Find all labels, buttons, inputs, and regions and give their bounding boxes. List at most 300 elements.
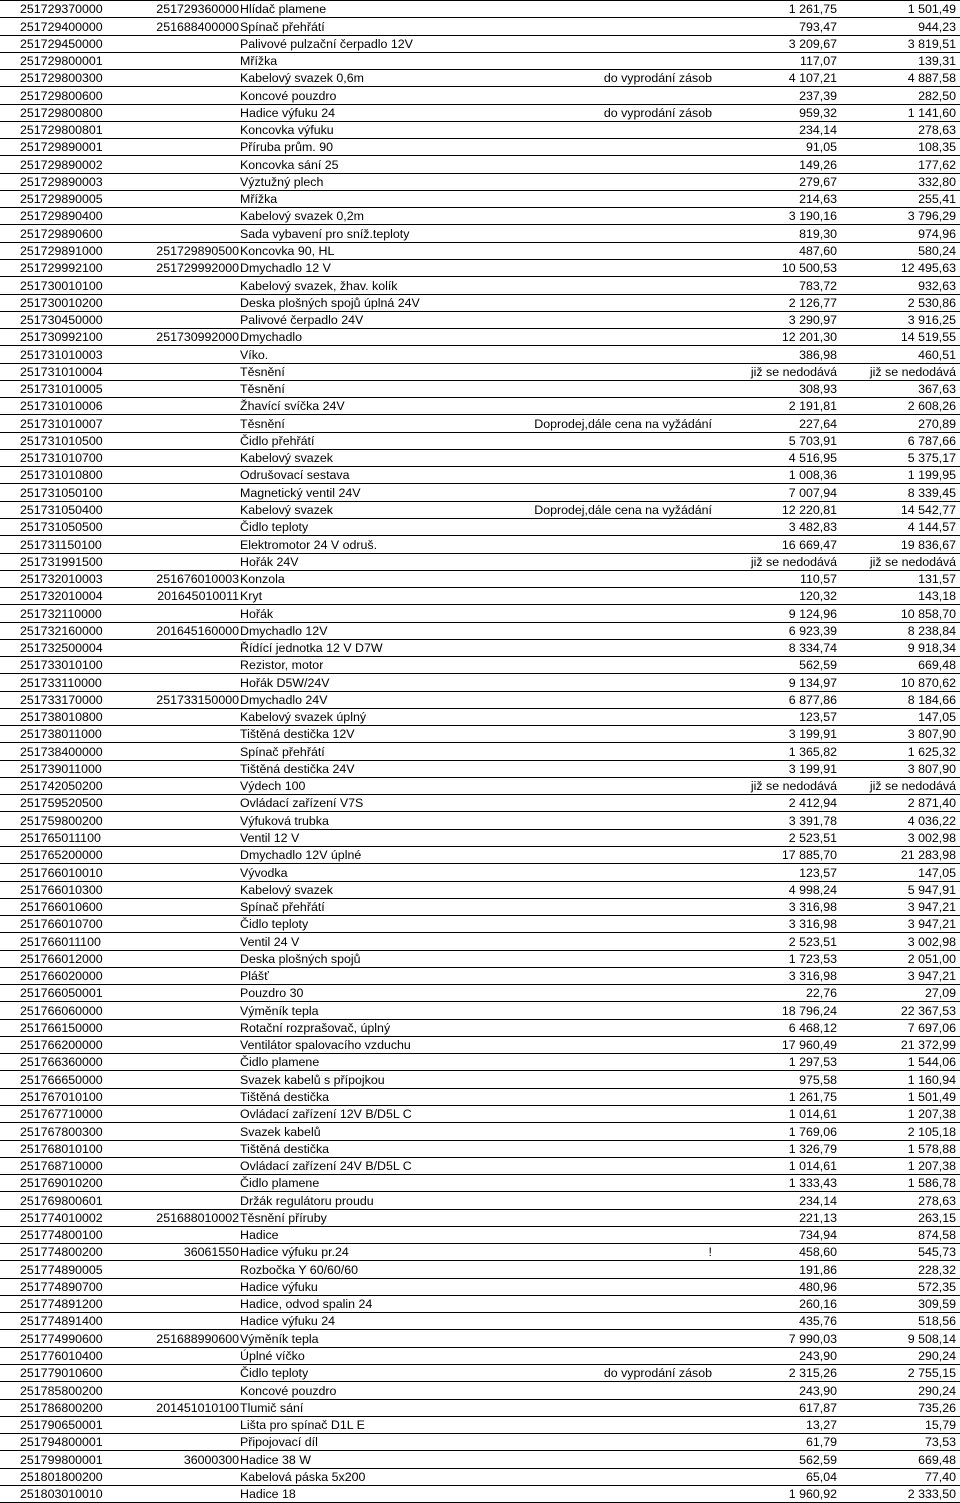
part-name-cell: Svazek kabelů — [239, 1123, 479, 1140]
part-number-cell: 251774890005 — [0, 1261, 150, 1278]
part-name-cell: Dmychadlo — [239, 329, 479, 346]
part-name-cell: Spínač přehřátí — [239, 898, 479, 915]
previous-number-cell — [150, 1036, 239, 1053]
previous-number-cell — [150, 432, 239, 449]
price-excl-vat-cell: 1 326,79 — [720, 1140, 840, 1157]
part-name-cell: Sada vybavení pro sníž.teploty — [239, 225, 479, 242]
previous-number-cell — [150, 208, 239, 225]
price-excl-vat-cell: 793,47 — [720, 18, 840, 35]
note-cell — [479, 432, 720, 449]
previous-number-cell — [150, 1226, 239, 1243]
previous-number-cell — [150, 225, 239, 242]
part-number-cell: 251767800300 — [0, 1123, 150, 1140]
price-incl-vat-cell: 2 871,40 — [840, 795, 960, 812]
previous-number-cell: 201645010011 — [150, 588, 239, 605]
note-cell — [479, 449, 720, 466]
price-excl-vat-cell: 435,76 — [720, 1313, 840, 1330]
note-cell — [479, 743, 720, 760]
price-excl-vat-cell: 17 885,70 — [720, 847, 840, 864]
note-cell — [479, 1019, 720, 1036]
note-cell — [479, 933, 720, 950]
price-excl-vat-cell: 1 261,75 — [720, 1, 840, 18]
part-name-cell: Výměník tepla — [239, 1330, 479, 1347]
part-name-cell: Pouzdro 30 — [239, 985, 479, 1002]
price-excl-vat-cell: 1 297,53 — [720, 1054, 840, 1071]
part-number-cell: 251733010100 — [0, 657, 150, 674]
table-row — [0, 208, 960, 225]
note-cell — [479, 277, 720, 294]
table-row — [0, 1019, 960, 1036]
note-cell — [479, 812, 720, 829]
part-name-cell: Hlídač plamene — [239, 1, 479, 18]
price-excl-vat-cell: 2 315,26 — [720, 1364, 840, 1381]
note-cell — [479, 1071, 720, 1088]
price-incl-vat-cell: 1 586,78 — [840, 1175, 960, 1192]
part-name-cell: Magnetický ventil 24V — [239, 484, 479, 501]
part-name-cell: Konzola — [239, 570, 479, 587]
price-excl-vat-cell: 237,39 — [720, 87, 840, 104]
part-name-cell: Hořák — [239, 605, 479, 622]
table-row — [0, 916, 960, 933]
table-row — [0, 1209, 960, 1226]
table-row — [0, 691, 960, 708]
part-number-cell: 251738010800 — [0, 708, 150, 725]
table-row — [0, 277, 960, 294]
price-excl-vat-cell: 65,04 — [720, 1468, 840, 1485]
previous-number-cell — [150, 726, 239, 743]
table-row — [0, 104, 960, 121]
price-incl-vat-cell: 4 036,22 — [840, 812, 960, 829]
price-excl-vat-cell: 2 191,81 — [720, 398, 840, 415]
part-number-cell: 251731010007 — [0, 415, 150, 432]
previous-number-cell: 251729890500 — [150, 242, 239, 259]
part-name-cell: Kabelový svazek — [239, 449, 479, 466]
price-incl-vat-cell: 735,26 — [840, 1399, 960, 1416]
previous-number-cell — [150, 467, 239, 484]
previous-number-cell — [150, 415, 239, 432]
part-number-cell: 251732110000 — [0, 605, 150, 622]
note-cell — [479, 536, 720, 553]
previous-number-cell: 201645160000 — [150, 622, 239, 639]
table-row — [0, 536, 960, 553]
price-incl-vat-cell: 77,40 — [840, 1468, 960, 1485]
note-cell — [479, 156, 720, 173]
previous-number-cell — [150, 1002, 239, 1019]
price-excl-vat-cell: 819,30 — [720, 225, 840, 242]
price-excl-vat-cell: 123,57 — [720, 864, 840, 881]
price-excl-vat-cell: 260,16 — [720, 1295, 840, 1312]
part-name-cell: Těsnění — [239, 363, 479, 380]
previous-number-cell — [150, 398, 239, 415]
previous-number-cell: 201451010100 — [150, 1399, 239, 1416]
previous-number-cell — [150, 35, 239, 52]
price-incl-vat-cell: 669,48 — [840, 657, 960, 674]
table-row — [0, 847, 960, 864]
part-number-cell: 251767710000 — [0, 1106, 150, 1123]
price-excl-vat-cell: 234,14 — [720, 1192, 840, 1209]
previous-number-cell — [150, 985, 239, 1002]
price-incl-vat-cell: 108,35 — [840, 139, 960, 156]
note-cell — [479, 967, 720, 984]
part-number-cell: 251794800001 — [0, 1434, 150, 1451]
note-cell — [479, 1140, 720, 1157]
price-incl-vat-cell: 143,18 — [840, 588, 960, 605]
price-excl-vat-cell: 1 014,61 — [720, 1157, 840, 1174]
table-row — [0, 985, 960, 1002]
price-incl-vat-cell: 3 947,21 — [840, 898, 960, 915]
table-row — [0, 1054, 960, 1071]
price-excl-vat-cell: 458,60 — [720, 1244, 840, 1261]
part-number-cell: 251786800200 — [0, 1399, 150, 1416]
previous-number-cell — [150, 916, 239, 933]
part-name-cell: Kryt — [239, 588, 479, 605]
part-number-cell: 251731010800 — [0, 467, 150, 484]
previous-number-cell — [150, 1485, 239, 1502]
price-incl-vat-cell: 460,51 — [840, 346, 960, 363]
previous-number-cell — [150, 1382, 239, 1399]
price-incl-vat-cell: 9 918,34 — [840, 639, 960, 656]
part-name-cell: Čidlo přehřátí — [239, 432, 479, 449]
price-excl-vat-cell: 12 201,30 — [720, 329, 840, 346]
previous-number-cell — [150, 950, 239, 967]
part-number-cell: 251731150100 — [0, 536, 150, 553]
price-incl-vat-cell: 3 947,21 — [840, 916, 960, 933]
note-cell — [479, 622, 720, 639]
table-row — [0, 363, 960, 380]
note-cell — [479, 1278, 720, 1295]
part-number-cell: 251765200000 — [0, 847, 150, 864]
note-cell — [479, 760, 720, 777]
part-number-cell: 251729890005 — [0, 190, 150, 207]
previous-number-cell — [150, 898, 239, 915]
price-incl-vat-cell: 147,05 — [840, 864, 960, 881]
part-number-cell: 251779010600 — [0, 1364, 150, 1381]
note-cell — [479, 208, 720, 225]
price-incl-vat-cell: 21 372,99 — [840, 1036, 960, 1053]
table-row — [0, 760, 960, 777]
part-name-cell: Koncovka 90, HL — [239, 242, 479, 259]
table-row — [0, 415, 960, 432]
price-incl-vat-cell: již se nedodává — [840, 363, 960, 380]
part-number-cell: 251759520500 — [0, 795, 150, 812]
price-incl-vat-cell: 580,24 — [840, 242, 960, 259]
price-excl-vat-cell: 18 796,24 — [720, 1002, 840, 1019]
table-row — [0, 242, 960, 259]
table-row — [0, 1313, 960, 1330]
previous-number-cell — [150, 536, 239, 553]
part-number-cell: 251729800001 — [0, 52, 150, 69]
previous-number-cell — [150, 1295, 239, 1312]
part-number-cell: 251731010006 — [0, 398, 150, 415]
previous-number-cell: 251730992000 — [150, 329, 239, 346]
previous-number-cell: 251676010003 — [150, 570, 239, 587]
price-excl-vat-cell: 562,59 — [720, 657, 840, 674]
price-excl-vat-cell: 386,98 — [720, 346, 840, 363]
price-excl-vat-cell: 61,79 — [720, 1434, 840, 1451]
price-incl-vat-cell: 2 051,00 — [840, 950, 960, 967]
price-incl-vat-cell: 3 807,90 — [840, 726, 960, 743]
part-number-cell: 251738400000 — [0, 743, 150, 760]
part-name-cell: Ovládací zařízení 24V B/D5L C — [239, 1157, 479, 1174]
table-row — [0, 639, 960, 656]
table-row — [0, 1278, 960, 1295]
part-name-cell: Těsnění příruby — [239, 1209, 479, 1226]
part-number-cell: 251766360000 — [0, 1054, 150, 1071]
note-cell — [479, 467, 720, 484]
part-name-cell: Hadice výfuku 24 — [239, 1313, 479, 1330]
table-row — [0, 1364, 960, 1381]
part-number-cell: 251759800200 — [0, 812, 150, 829]
price-incl-vat-cell: 2 105,18 — [840, 1123, 960, 1140]
part-number-cell: 251801800200 — [0, 1468, 150, 1485]
price-incl-vat-cell: 177,62 — [840, 156, 960, 173]
table-row — [0, 1088, 960, 1105]
part-name-cell: Hadice — [239, 1226, 479, 1243]
part-name-cell: Mřížka — [239, 190, 479, 207]
note-cell — [479, 484, 720, 501]
note-cell — [479, 346, 720, 363]
price-excl-vat-cell: 3 209,67 — [720, 35, 840, 52]
note-cell — [479, 657, 720, 674]
part-number-cell: 251730010200 — [0, 294, 150, 311]
price-excl-vat-cell: 110,57 — [720, 570, 840, 587]
part-number-cell: 251774990600 — [0, 1330, 150, 1347]
price-incl-vat-cell: 669,48 — [840, 1451, 960, 1468]
part-number-cell: 251774010002 — [0, 1209, 150, 1226]
price-incl-vat-cell: 309,59 — [840, 1295, 960, 1312]
previous-number-cell — [150, 847, 239, 864]
note-cell — [479, 1382, 720, 1399]
part-name-cell: Spínač přehřátí — [239, 743, 479, 760]
part-number-cell: 251766011100 — [0, 933, 150, 950]
part-name-cell: Svazek kabelů s přípojkou — [239, 1071, 479, 1088]
part-number-cell: 251730010100 — [0, 277, 150, 294]
part-number-cell: 251766020000 — [0, 967, 150, 984]
table-row — [0, 139, 960, 156]
table-row — [0, 1399, 960, 1416]
note-cell — [479, 398, 720, 415]
price-incl-vat-cell: 932,63 — [840, 277, 960, 294]
previous-number-cell — [150, 777, 239, 794]
part-number-cell: 251729800300 — [0, 70, 150, 87]
part-number-cell: 251729400000 — [0, 18, 150, 35]
note-cell — [479, 1002, 720, 1019]
note-cell — [479, 916, 720, 933]
price-excl-vat-cell: 6 923,39 — [720, 622, 840, 639]
previous-number-cell: 36061550 — [150, 1244, 239, 1261]
price-excl-vat-cell: 13,27 — [720, 1416, 840, 1433]
table-row — [0, 311, 960, 328]
table-row — [0, 1071, 960, 1088]
part-name-cell: Hadice 38 W — [239, 1451, 479, 1468]
part-number-cell: 251732160000 — [0, 622, 150, 639]
note-cell — [479, 1261, 720, 1278]
note-cell — [479, 881, 720, 898]
part-name-cell: Výdech 100 — [239, 777, 479, 794]
note-cell — [479, 1416, 720, 1433]
price-incl-vat-cell: 3 916,25 — [840, 311, 960, 328]
note-cell — [479, 1, 720, 18]
part-number-cell: 251785800200 — [0, 1382, 150, 1399]
price-excl-vat-cell: 227,64 — [720, 415, 840, 432]
part-number-cell: 251766060000 — [0, 1002, 150, 1019]
part-number-cell: 251729800801 — [0, 121, 150, 138]
price-incl-vat-cell: 147,05 — [840, 708, 960, 725]
note-cell — [479, 294, 720, 311]
table-row — [0, 398, 960, 415]
part-name-cell: Hadice výfuku 24 — [239, 104, 479, 121]
part-name-cell: Čidlo plamene — [239, 1175, 479, 1192]
price-excl-vat-cell: 1 333,43 — [720, 1175, 840, 1192]
price-excl-vat-cell: 783,72 — [720, 277, 840, 294]
part-number-cell: 251732010003 — [0, 570, 150, 587]
price-excl-vat-cell: 149,26 — [720, 156, 840, 173]
price-excl-vat-cell: 2 126,77 — [720, 294, 840, 311]
part-number-cell: 251733170000 — [0, 691, 150, 708]
table-row — [0, 898, 960, 915]
price-excl-vat-cell: 3 199,91 — [720, 760, 840, 777]
price-incl-vat-cell: 3 819,51 — [840, 35, 960, 52]
table-row — [0, 70, 960, 87]
part-number-cell: 251774800100 — [0, 1226, 150, 1243]
previous-number-cell — [150, 173, 239, 190]
part-number-cell: 251766010700 — [0, 916, 150, 933]
price-excl-vat-cell: 4 107,21 — [720, 70, 840, 87]
note-cell — [479, 1123, 720, 1140]
table-row — [0, 743, 960, 760]
price-incl-vat-cell: 290,24 — [840, 1382, 960, 1399]
price-excl-vat-cell: 3 482,83 — [720, 518, 840, 535]
note-cell — [479, 35, 720, 52]
part-name-cell: Koncové pouzdro — [239, 1382, 479, 1399]
previous-number-cell: 251729992000 — [150, 259, 239, 276]
table-row — [0, 622, 960, 639]
part-name-cell: Připojovací díl — [239, 1434, 479, 1451]
part-name-cell: Čidlo teploty — [239, 518, 479, 535]
part-name-cell: Vývodka — [239, 864, 479, 881]
price-incl-vat-cell: 1 501,49 — [840, 1, 960, 18]
part-number-cell: 251766150000 — [0, 1019, 150, 1036]
price-excl-vat-cell: 7 990,03 — [720, 1330, 840, 1347]
note-cell — [479, 18, 720, 35]
price-incl-vat-cell: již se nedodává — [840, 777, 960, 794]
part-number-cell: 251766050001 — [0, 985, 150, 1002]
part-number-cell: 251730450000 — [0, 311, 150, 328]
price-excl-vat-cell: 308,93 — [720, 380, 840, 397]
price-incl-vat-cell: 255,41 — [840, 190, 960, 207]
table-row — [0, 864, 960, 881]
table-row — [0, 156, 960, 173]
table-row — [0, 1382, 960, 1399]
price-excl-vat-cell: 1 769,06 — [720, 1123, 840, 1140]
price-incl-vat-cell: 367,63 — [840, 380, 960, 397]
part-number-cell: 251731010005 — [0, 380, 150, 397]
note-cell — [479, 1434, 720, 1451]
note-cell — [479, 1088, 720, 1105]
part-name-cell: Ovládací zařízení 12V B/D5L C — [239, 1106, 479, 1123]
table-row — [0, 501, 960, 518]
part-name-cell: Tištěná destička 24V — [239, 760, 479, 777]
price-excl-vat-cell: 234,14 — [720, 121, 840, 138]
price-excl-vat-cell: 279,67 — [720, 173, 840, 190]
price-incl-vat-cell: 1 160,94 — [840, 1071, 960, 1088]
table-row — [0, 1244, 960, 1261]
note-cell — [479, 605, 720, 622]
table-row — [0, 726, 960, 743]
part-name-cell: Příruba prům. 90 — [239, 139, 479, 156]
previous-number-cell — [150, 1071, 239, 1088]
price-incl-vat-cell: 4 144,57 — [840, 518, 960, 535]
part-number-cell: 251765011100 — [0, 829, 150, 846]
price-incl-vat-cell: 2 530,86 — [840, 294, 960, 311]
note-cell: Doprodej,dále cena na vyžádání — [479, 415, 720, 432]
previous-number-cell — [150, 933, 239, 950]
note-cell — [479, 1226, 720, 1243]
previous-number-cell: 251733150000 — [150, 691, 239, 708]
part-name-cell: Odrušovací sestava — [239, 467, 479, 484]
part-number-cell: 251729890600 — [0, 225, 150, 242]
price-incl-vat-cell: 290,24 — [840, 1347, 960, 1364]
price-incl-vat-cell: 263,15 — [840, 1209, 960, 1226]
part-name-cell: Ventil 24 V — [239, 933, 479, 950]
note-cell — [479, 1106, 720, 1123]
table-row — [0, 467, 960, 484]
price-excl-vat-cell: 4 998,24 — [720, 881, 840, 898]
price-excl-vat-cell: 2 412,94 — [720, 795, 840, 812]
note-cell — [479, 570, 720, 587]
part-number-cell: 251729992100 — [0, 259, 150, 276]
note-cell — [479, 795, 720, 812]
part-number-cell: 251731991500 — [0, 553, 150, 570]
part-number-cell: 251774890700 — [0, 1278, 150, 1295]
table-row — [0, 518, 960, 535]
price-excl-vat-cell: 221,13 — [720, 1209, 840, 1226]
price-incl-vat-cell: 1 544,06 — [840, 1054, 960, 1071]
note-cell — [479, 259, 720, 276]
note-cell — [479, 553, 720, 570]
price-incl-vat-cell: 9 508,14 — [840, 1330, 960, 1347]
note-cell — [479, 1157, 720, 1174]
part-name-cell: Lišta pro spínač D1L E — [239, 1416, 479, 1433]
price-excl-vat-cell: 120,32 — [720, 588, 840, 605]
note-cell — [479, 588, 720, 605]
note-cell — [479, 1175, 720, 1192]
price-excl-vat-cell: 1 960,92 — [720, 1485, 840, 1502]
part-name-cell: Řídící jednotka 12 V D7W — [239, 639, 479, 656]
part-number-cell: 251766012000 — [0, 950, 150, 967]
note-cell: do vyprodání zásob — [479, 70, 720, 87]
price-incl-vat-cell: 12 495,63 — [840, 259, 960, 276]
part-number-cell: 251729450000 — [0, 35, 150, 52]
part-number-cell: 251729800800 — [0, 104, 150, 121]
note-cell — [479, 1330, 720, 1347]
table-row — [0, 449, 960, 466]
table-row — [0, 570, 960, 587]
part-number-cell: 251729891000 — [0, 242, 150, 259]
note-cell — [479, 985, 720, 1002]
table-row — [0, 1106, 960, 1123]
table-row — [0, 121, 960, 138]
price-incl-vat-cell: 27,09 — [840, 985, 960, 1002]
table-row — [0, 329, 960, 346]
part-number-cell: 251768010100 — [0, 1140, 150, 1157]
part-number-cell: 251767010100 — [0, 1088, 150, 1105]
price-incl-vat-cell: 944,23 — [840, 18, 960, 35]
note-cell — [479, 139, 720, 156]
previous-number-cell — [150, 657, 239, 674]
price-incl-vat-cell: 278,63 — [840, 121, 960, 138]
price-incl-vat-cell: 1 207,38 — [840, 1106, 960, 1123]
